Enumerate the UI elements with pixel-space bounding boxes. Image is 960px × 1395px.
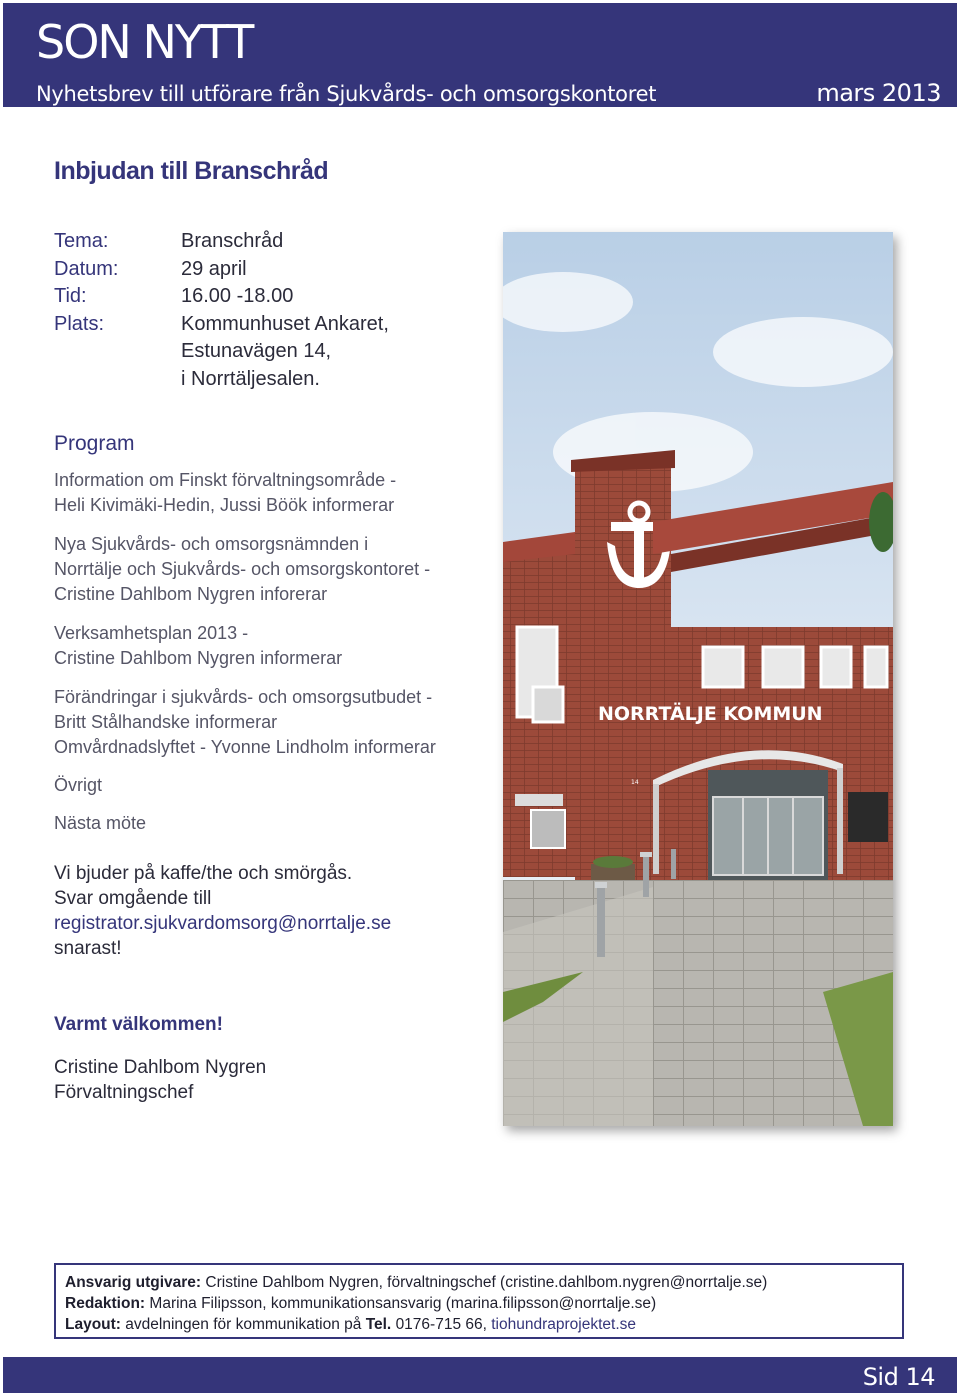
- detail-value: 29 april: [181, 257, 247, 280]
- program-line: Britt Stålhandske informerar: [54, 712, 278, 732]
- detail-row-plats: [54, 311, 389, 339]
- program-item-committee: [54, 532, 430, 607]
- colophon-label: Redaktion:: [65, 1295, 146, 1312]
- colophon-phone: 0176-715 66,: [395, 1316, 487, 1333]
- website-link[interactable]: tiohundraprojektet.se: [491, 1316, 636, 1333]
- welcome-text: Varmt välkommen!: [54, 1014, 223, 1035]
- colophon-box: [54, 1263, 904, 1339]
- detail-key: [54, 338, 181, 366]
- detail-row-datum: [54, 256, 389, 284]
- town-hall-illustration: [503, 232, 893, 1126]
- program-line: Övrigt: [54, 775, 103, 795]
- colophon-label: Ansvarig utgivare:: [65, 1274, 202, 1291]
- program-item-plan: [54, 621, 342, 671]
- program-line: Information om Finskt förvaltningsområde -: [54, 470, 397, 490]
- program-line: Norrtälje och Sjukvårds- och omsorgskontoret -: [54, 559, 431, 579]
- registration-email-link[interactable]: registrator.sjukvardomsorg@norrtalje.se: [54, 913, 392, 934]
- detail-row-tema: [54, 228, 389, 256]
- detail-value: i Norrtäljesalen.: [181, 367, 320, 390]
- signature-role: Förvaltningschef: [54, 1082, 194, 1103]
- program-item-finnish: [54, 468, 396, 518]
- detail-key: Plats:: [54, 312, 105, 335]
- program-item-next-meeting: [54, 811, 146, 836]
- colophon-label: Tel.: [365, 1316, 392, 1333]
- building-sign: NORRTÄLJE KOMMUN: [598, 703, 823, 725]
- program-heading: Program: [54, 432, 135, 455]
- event-details: [54, 228, 389, 393]
- program-line: Nya Sjukvårds- och omsorgsnämnden i: [54, 534, 369, 554]
- detail-key: Tema:: [54, 230, 109, 252]
- program-line: Omvårdnadslyftet - Yvonne Lindholm informerar: [54, 737, 436, 757]
- signature-name: Cristine Dahlbom Nygren: [54, 1057, 267, 1078]
- detail-key: [54, 366, 181, 394]
- program-line: Nästa möte: [54, 813, 147, 833]
- detail-row-tid: [54, 283, 389, 311]
- colophon-label: Layout:: [65, 1316, 121, 1333]
- colophon-text: Marina Filipsson, kommunikationsansvarig (marina.filipsson@norrtalje.se): [149, 1295, 657, 1312]
- program-line: Heli Kivimäki-Hedin, Jussi Böök informerar: [54, 495, 395, 515]
- detail-key: Tid:: [54, 285, 87, 307]
- colophon-publisher: [65, 1272, 902, 1293]
- detail-value: 16.00 -18.00: [181, 285, 294, 307]
- town-hall-photo: [503, 232, 893, 1126]
- page-number: Sid 14: [862, 1363, 935, 1391]
- detail-value: Branschråd: [181, 230, 284, 252]
- issue-date: mars 2013: [816, 79, 941, 107]
- colophon-text: Cristine Dahlbom Nygren, förvaltningschef (cristine.dahlbom.nygren@norrtalje.se): [205, 1274, 768, 1291]
- colophon-layout: [65, 1314, 902, 1335]
- program-item-other: [54, 773, 102, 798]
- newsletter-subtitle: Nyhetsbrev till utförare från Sjukvårds- och omsorgskontoret: [36, 82, 657, 106]
- program-line: Förändringar i sjukvårds- och omsorgsutbudet -: [54, 687, 433, 707]
- program-line: Verksamhetsplan 2013 -: [54, 623, 249, 643]
- invite-line: Vi bjuder på kaffe/the och smörgås.: [54, 863, 353, 884]
- page-footer-bar: [3, 1357, 957, 1393]
- masthead: [3, 3, 957, 107]
- invite-line: snarast!: [54, 938, 122, 959]
- detail-key: Datum:: [54, 257, 119, 280]
- detail-row-room: [54, 366, 389, 394]
- detail-row-address: [54, 338, 389, 366]
- detail-value: Kommunhuset Ankaret,: [181, 312, 389, 335]
- program-line: Cristine Dahlbom Nygren informerar: [54, 648, 343, 668]
- colophon-editor: [65, 1293, 902, 1314]
- house-number: 14: [631, 779, 639, 786]
- invitation-text: [54, 861, 391, 961]
- colophon-text: avdelningen för kommunikation på: [125, 1316, 362, 1333]
- newsletter-title: SON NYTT: [36, 15, 253, 69]
- signature: [54, 1055, 266, 1105]
- program-item-changes: [54, 685, 436, 760]
- page-title: Inbjudan till Branschråd: [54, 157, 329, 185]
- program-line: Cristine Dahlbom Nygren inforerar: [54, 584, 328, 604]
- invite-line: Svar omgående till: [54, 888, 212, 909]
- detail-value: Estunavägen 14,: [181, 340, 332, 362]
